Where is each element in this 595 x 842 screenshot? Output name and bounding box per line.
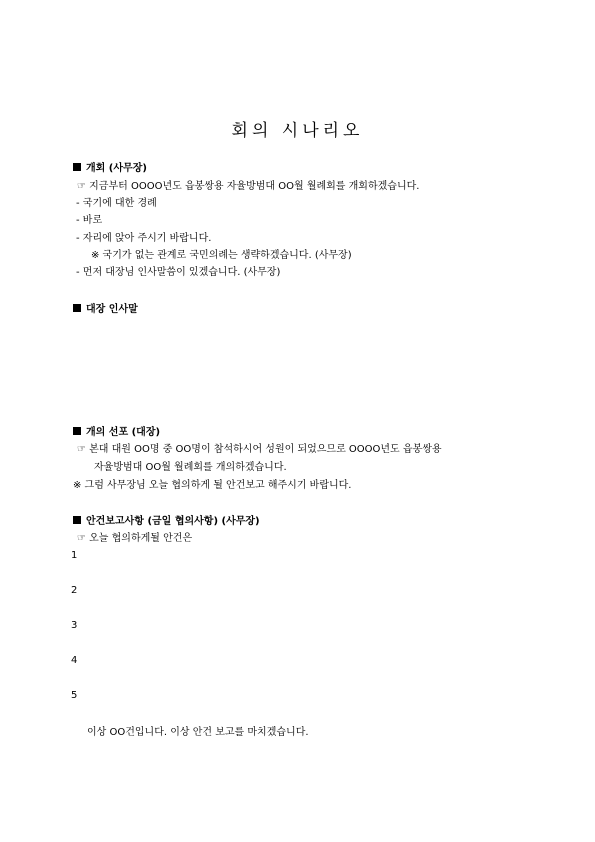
opening-line: ☞ 지금부터 OOOO년도 읍봉쌍용 자율방범대 OO월 월례회를 개회하겠습니다.	[77, 181, 420, 192]
section-heading-declaration: 개의 선포 (대장)	[73, 427, 160, 439]
document-title: 회의 시나리오	[231, 121, 364, 141]
declaration-note: ※ 그럼 사무장님 오늘 협의하게 될 안건보고 해주시기 바랍니다.	[73, 480, 352, 491]
agenda-closing: 이상 OO건입니다. 이상 안건 보고를 마치겠습니다.	[87, 727, 309, 738]
agenda-intro: ☞ 오늘 협의하게될 안건은	[77, 533, 193, 544]
agenda-item-number: 4	[71, 655, 78, 666]
opening-line: - 먼저 대장님 인사말씀이 있겠습니다. (사무장)	[76, 267, 281, 278]
agenda-item-number: 5	[71, 690, 78, 701]
declaration-line: ☞ 본대 대원 OO명 중 OO명이 참석하시어 성원이 되었으므로 OOOO년도 읍봉쌍용	[77, 444, 442, 455]
square-bullet-icon	[73, 516, 81, 524]
square-bullet-icon	[73, 427, 81, 435]
agenda-item-number: 3	[71, 620, 78, 631]
square-bullet-icon	[73, 163, 81, 171]
opening-line: - 자리에 앉아 주시기 바랍니다.	[76, 233, 212, 244]
agenda-item-number: 2	[71, 585, 78, 596]
section-heading-opening: 개회 (사무장)	[73, 163, 147, 175]
declaration-line: 자율방범대 OO월 월례회를 개의하겠습니다.	[94, 462, 287, 473]
opening-line: - 바로	[76, 215, 103, 226]
section-heading-greeting: 대장 인사말	[73, 304, 138, 316]
opening-note: ※ 국기가 없는 관계로 국민의례는 생략하겠습니다. (사무장)	[91, 250, 352, 261]
section-heading-agenda: 안건보고사항 (금일 협의사항) (사무장)	[73, 516, 260, 528]
agenda-item-number: 1	[71, 550, 78, 561]
square-bullet-icon	[73, 304, 81, 312]
opening-line: - 국기에 대한 경례	[76, 198, 157, 209]
